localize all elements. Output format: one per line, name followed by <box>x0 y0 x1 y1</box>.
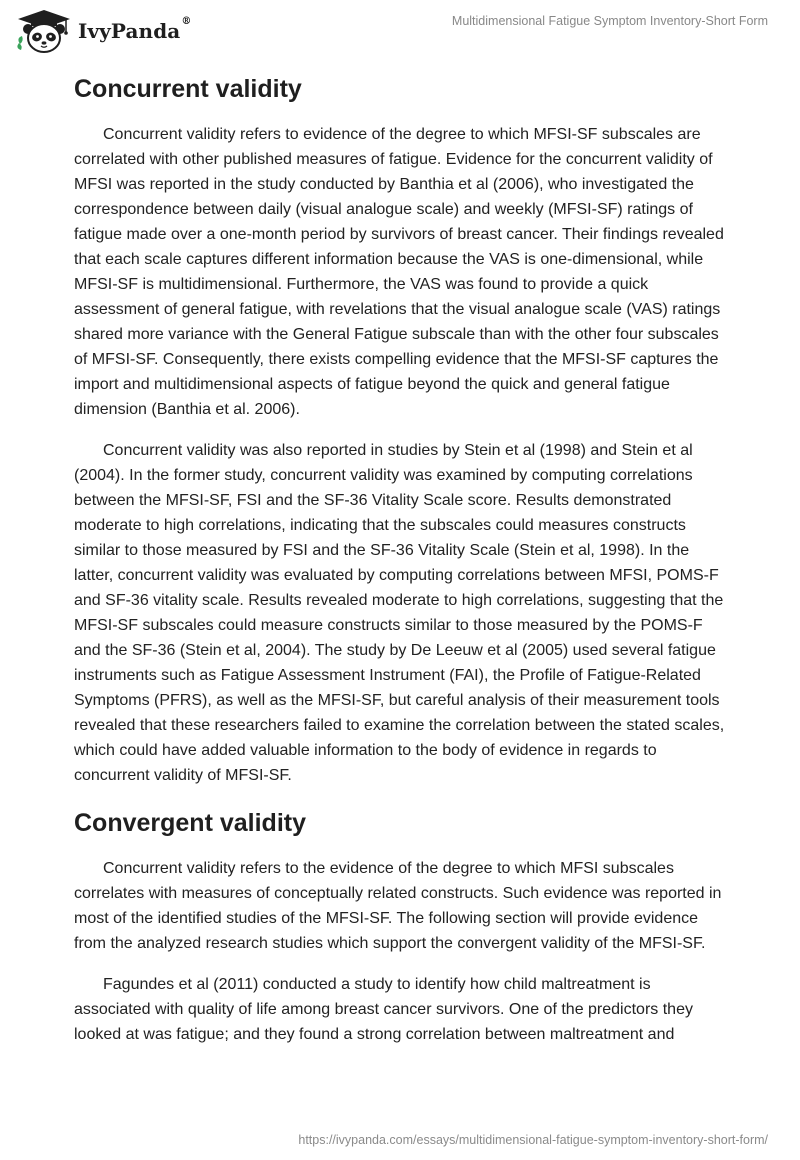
registered-mark: ® <box>181 16 192 27</box>
brand-name <box>78 16 192 43</box>
section-heading-convergent-validity: Convergent validity <box>74 809 306 837</box>
panda-graduate-icon <box>14 8 74 54</box>
section-heading-concurrent-validity: Concurrent validity <box>74 75 302 103</box>
page-header <box>0 0 800 62</box>
ivypanda-logo[interactable] <box>14 8 191 54</box>
paragraph: Concurrent validity refers to the evidence of the degree to which MFSI subscales correlates with measures of conceptually related constructs. Such evidence was reported in most of the identified studies of the MFSI-SF. The following section will provide evidence from the analyzed research studies which support the convergent validity of the MFSI-SF. <box>74 860 722 952</box>
brand-name-text: IvyPanda <box>78 19 181 43</box>
paragraph: Fagundes et al (2011) conducted a study to identify how child maltreatment is associated with quality of life among breast cancer survivors. One of the predictors they looked at was fatigue; and they found a strong correlation between maltreatment and <box>74 976 693 1043</box>
paragraph: Concurrent validity was also reported in studies by Stein et al (1998) and Stein et al (2004). In the former study, concurrent validity was examined by computing correlations between the MFSI-SF, FSI and the SF-36 Vitality Scale score. Results demonstrated moderate to high correlations, indicating that the subscales could measures constructs similar to those measured by FSI and the SF-36 Vitality Scale (Stein et al, 1998). In the latter, concurrent validity was evaluated by computing correlations between MFSI, POMS-F and SF-36 vitality scale. Results revealed moderate to high correlations, suggesting that the MFSI-SF subscales could measure constructs similar to those measured by the POMS-F and the SF-36 (Stein et al, 2004). The study by De Leeuw et al (2005) used several fatigue instruments such as Fatigue Assessment Instrument (FAI), the Profile of Fatigue-Related Symptoms (PFRS), as well as the MFSI-SF, but careful analysis of their measurement tools revealed that these researchers failed to examine the correlation between the stated scales, which could have added valuable information to the body of evidence in regards to concurrent validity of MFSI-SF. <box>74 442 725 784</box>
source-url-link[interactable]: https://ivypanda.com/essays/multidimensional-fatigue-symptom-inventory-short-form/ <box>298 1133 768 1147</box>
paragraph: Concurrent validity refers to evidence of the degree to which MFSI-SF subscales are correlated with other published measures of fatigue. Evidence for the concurrent validity of MFSI was reported in the study conducted by Banthia et al (2006), who investigated the correspondence between daily (visual analogue scale) and weekly (MFSI-SF) ratings of fatigue made over a one-month period by survivors of breast cancer. Their findings revealed that each scale captures different information because the VAS is one-dimensional, while MFSI-SF is multidimensional. Furthermore, the VAS was found to provide a quick assessment of general fatigue, with revelations that the visual analogue scale (VAS) ratings shared more variance with the General Fatigue subscale than with the other four subscales of MFSI-SF. Consequently, there exists compelling evidence that the MFSI-SF captures the import and multidimensional aspects of fatigue beyond the quick and general fatigue dimension (Banthia et al. 2006). <box>74 126 724 418</box>
document-title: Multidimensional Fatigue Symptom Inventory-Short Form <box>451 14 768 28</box>
article-body <box>74 72 726 1063</box>
